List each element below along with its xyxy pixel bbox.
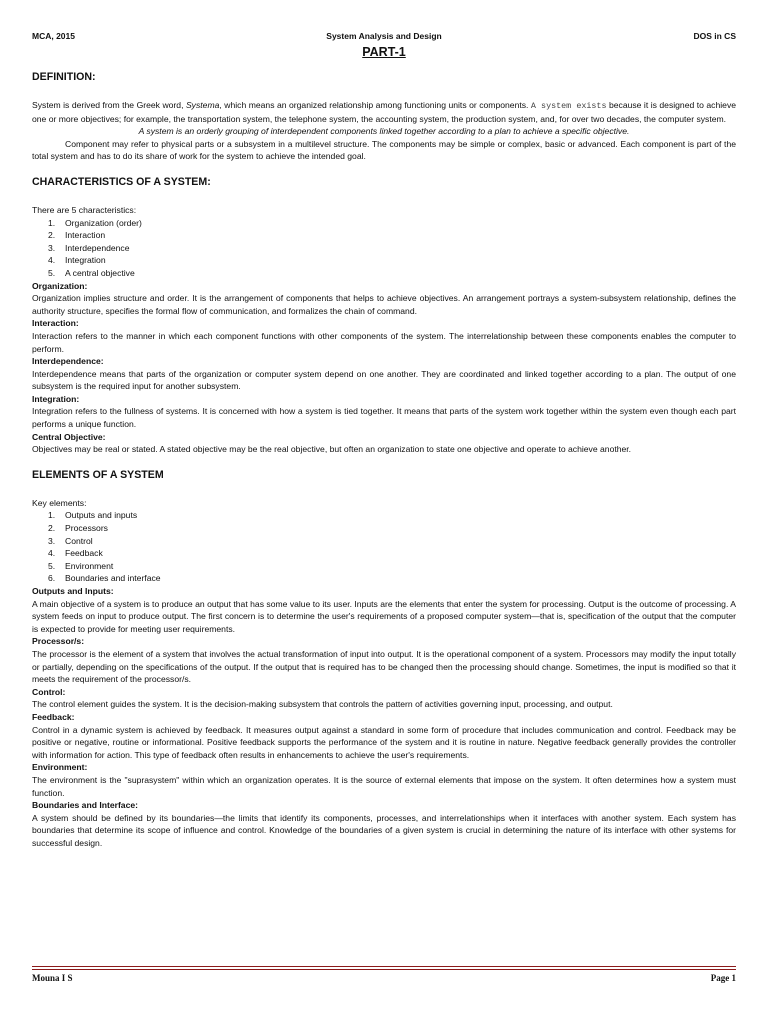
elements-list	[32, 509, 736, 585]
list-item: 4. Feedback	[48, 548, 103, 559]
definition-heading: DEFINITION:	[32, 71, 96, 83]
list-item: 4. Integration	[48, 255, 106, 266]
environment-text: The environment is the "suprasystem" within which an organization operates. It is the source of external elements that impose on the system. It often determines how a system must function.	[32, 774, 736, 798]
boundaries-interface-heading: Boundaries and Interface:	[32, 800, 139, 811]
organization-text: Organization implies structure and order. It is the arrangement of components that helps to achieve objectives. An arrangement portrays a system-subsystem relationship, defines the authority structure, specifies the formal flow of communication, and formalizes the chain of command.	[32, 293, 736, 316]
processor-text: The processor is the element of a system that involves the actual transformation of input into output. It is the operational component of a system. Processors may modify the input totally or partially, depending on the specifications of the output. If the output that is required has to be changed then the processing should change. Sometimes, the input is modified so that it meets the requirement of the processor/s.	[32, 648, 736, 685]
document-body	[32, 70, 736, 849]
footer-page-number: Page 1	[710, 973, 736, 983]
environment-heading: Environment:	[32, 762, 88, 773]
page-footer	[32, 973, 736, 985]
control-heading: Control:	[32, 686, 66, 697]
elements-intro: Key elements:	[32, 497, 87, 508]
header-subject: System Analysis and Design	[326, 31, 442, 41]
interdependence-text: Interdependence means that parts of the organization or computer system depend on one another. They are coordinated and linked together according to a plan. The output of one subsystem is the required input for another subsystem.	[32, 368, 736, 392]
list-item: 2. Interaction	[48, 230, 106, 241]
list-item: 2. Processors	[48, 523, 108, 534]
component-paragraph: Component may refer to physical parts or a subsystem in a multilevel structure. The components may be simple or complex, basic or advanced. Each component is part of the total system and has to do its share of work for the system to achieve the intended goal.	[32, 138, 736, 162]
feedback-heading: Feedback:	[32, 711, 75, 722]
elements-heading: ELEMENTS OF A SYSTEM	[32, 468, 164, 481]
list-item: 1. Organization (order)	[48, 217, 142, 228]
header-department: DOS in CS	[693, 31, 736, 41]
list-item: 5. A central objective	[48, 267, 135, 278]
outputs-inputs-text: A main objective of a system is to produce an output that has some value to its user. Inputs are the elements that enter the system for processing. Output is the outcome of processing. A system feeds on input to produce output. The first concern is to determine the user's requirements of a proposed computer system—that is, specification of the output that the computer is expected to provide for meeting user requirements.	[32, 598, 736, 634]
central-objective-heading: Central Objective:	[32, 431, 106, 442]
boundaries-interface-text: A system should be defined by its boundaries—the limits that identify its components, processes, and interrelationships when it interfaces with another system. Each system has boundaries that determine its scope of influence and control. Knowledge of the boundaries of a given system is crucial in determining the nature of its interface with other systems for successful design.	[32, 812, 736, 848]
interdependence-heading: Interdependence:	[32, 356, 104, 367]
organization-heading: Organization:	[32, 280, 88, 291]
interaction-text: Interaction refers to the manner in which each component functions with other components of the system. The interrelationship between these components enables the computer to perform.	[32, 330, 736, 354]
header-course: MCA, 2015	[32, 31, 75, 41]
page-header	[32, 31, 736, 43]
definition-greek-word: Systema	[185, 100, 220, 110]
characteristics-list	[32, 217, 736, 280]
outputs-inputs-heading: Outputs and Inputs:	[32, 586, 114, 596]
definition-quote: A system is an orderly grouping of interdependent components linked together according to a plan to achieve a specific objective.	[138, 126, 630, 137]
central-objective-text: Objectives may be real or stated. A stated objective may be the real objective, but often an organization to state one objective and operate to achieve another.	[32, 444, 632, 455]
footer-divider-thin	[32, 969, 736, 970]
list-item: 3. Control	[48, 535, 93, 546]
definition-text-end: because it is designed to achieve one or more objectives; for example, the transportation system, the telephone system, the accounting system, the production system, and, for over two decades, the computer system.	[32, 100, 737, 124]
feedback-text: Control in a dynamic system is achieved by feedback. It measures output against a standard in some form of procedure that includes communication and control. Feedback may be positive or negative, routine or informational. Positive feedback supports the performance of the system and it is routine in nature. Negative feedback generally provides the controller with information for action. This type of feedback often results in enhancements to achieve the user's requirements.	[32, 724, 736, 760]
list-item: 3. Interdependence	[48, 242, 130, 253]
definition-mono-phrase: A system exists	[530, 101, 607, 111]
characteristics-intro: There are 5 characteristics:	[32, 204, 137, 215]
footer-author: Mouna I S	[32, 973, 73, 983]
part-title: PART-1	[362, 45, 406, 59]
definition-text-mid: , which means an organized relationship among functioning units or components.	[219, 100, 531, 110]
footer-divider	[32, 966, 736, 967]
list-item: 6. Boundaries and interface	[48, 573, 161, 584]
list-item: 1. Outputs and inputs	[48, 510, 138, 521]
definition-paragraph	[32, 99, 736, 125]
list-item: 5. Environment	[48, 560, 114, 571]
processor-heading: Processor/s:	[32, 636, 85, 647]
characteristics-heading: CHARACTERISTICS OF A SYSTEM:	[32, 175, 211, 188]
integration-heading: Integration:	[32, 393, 80, 404]
interaction-heading: Interaction:	[32, 318, 79, 329]
integration-text: Integration refers to the fullness of systems. It is concerned with how a system is tied together. It means that parts of the system work together within the system even though each part performs a unique function.	[32, 406, 736, 430]
definition-text-start: System is derived from the Greek word,	[32, 100, 186, 110]
control-text: The control element guides the system. It is the decision-making subsystem that controls the pattern of activities governing input, processing, and output.	[32, 699, 613, 710]
